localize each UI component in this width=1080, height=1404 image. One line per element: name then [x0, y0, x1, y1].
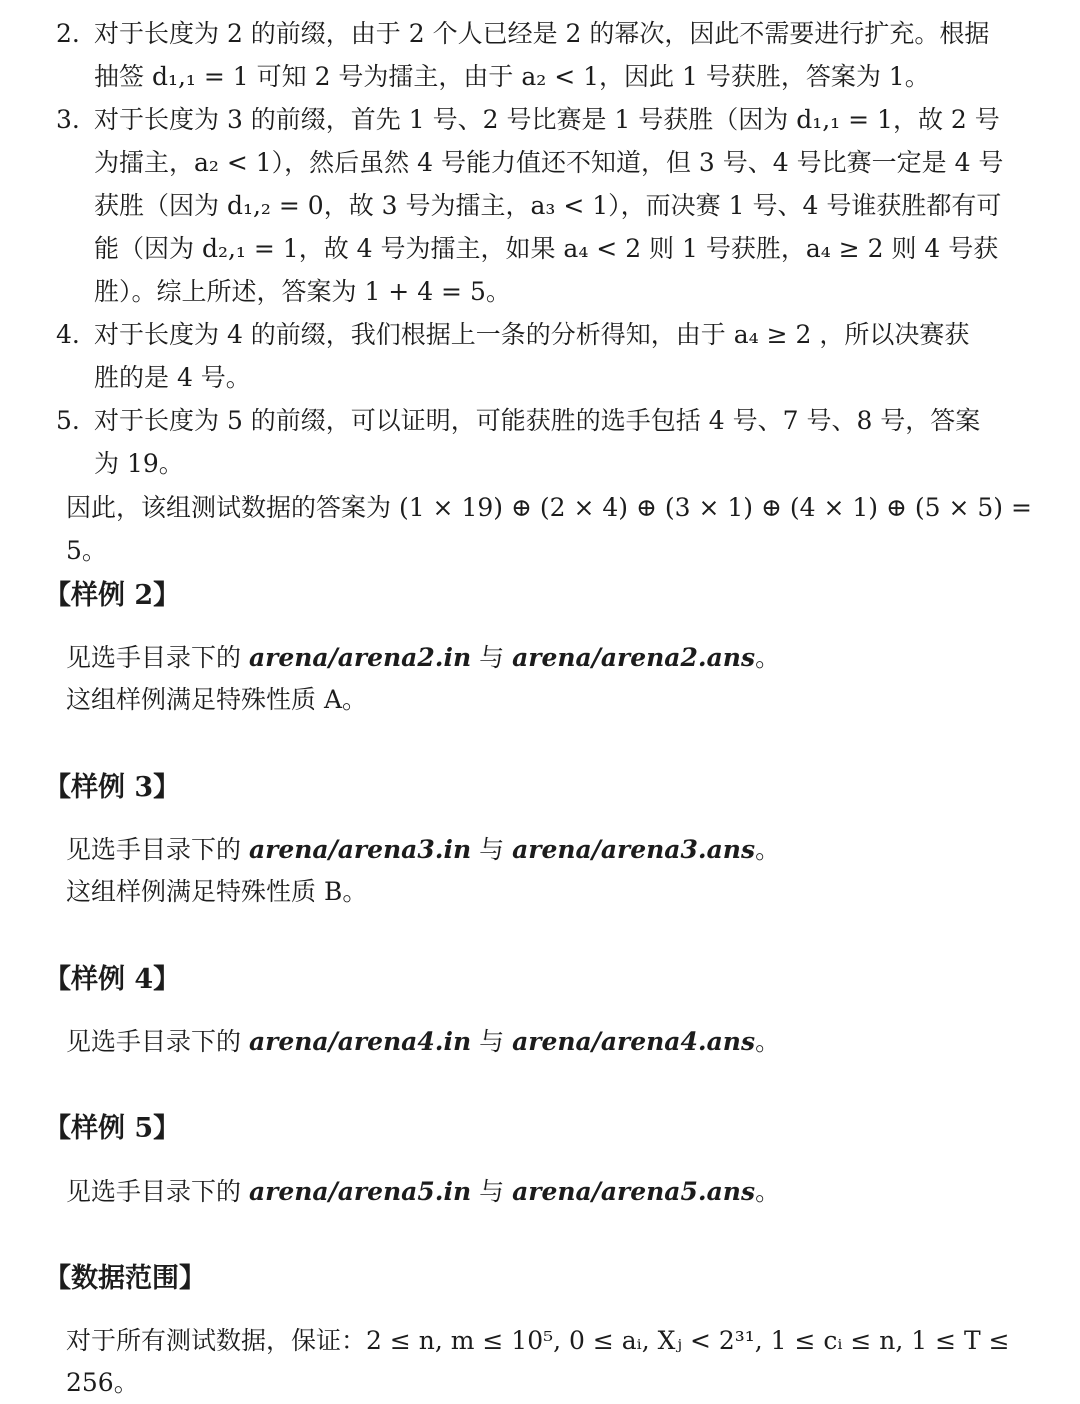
- sample-2-files: [66, 637, 1066, 679]
- list-text-line: 能（因为 d₂,₁ = 1，故 4 号为擂主，如果 a₄ < 2 则 1 号获胜，a₄ ≥ 2 则 4 号获: [94, 234, 999, 263]
- list-item-5: [56, 399, 1056, 485]
- sample-text: 。: [755, 835, 781, 864]
- answer-file-name: arena/arena4.ans: [512, 1027, 756, 1056]
- sample-5-files: [66, 1171, 1066, 1213]
- list-text-line: 对于长度为 5 的前缀，可以证明，可能获胜的选手包括 4 号、7 号、8 号，答案: [94, 406, 981, 435]
- section-heading-data-range: 【数据范围】: [44, 1263, 206, 1294]
- list-text-line: 抽签 d₁,₁ = 1 可知 2 号为擂主，由于 a₂ < 1，因此 1 号获胜，答案为 1。: [94, 62, 930, 91]
- input-file-name: arena/arena5.in: [248, 1177, 472, 1206]
- sample-2-note: 这组样例满足特殊性质 A。: [66, 685, 368, 714]
- sample-text: 见选手目录下的: [66, 1027, 249, 1056]
- input-file-name: arena/arena3.in: [248, 835, 472, 864]
- sample-4-files: [66, 1021, 1066, 1063]
- answer-file-name: arena/arena2.ans: [512, 643, 756, 672]
- list-item-3: [56, 98, 1056, 313]
- sample-text: 。: [755, 1027, 781, 1056]
- list-text-line: 对于长度为 3 的前缀，首先 1 号、2 号比赛是 1 号获胜（因为 d₁,₁ = 1，故 2 号: [94, 105, 1000, 134]
- section-heading-sample-5: 【样例 5】: [44, 1113, 181, 1144]
- list-number: 3.: [56, 105, 80, 134]
- sample-text: 见选手目录下的: [66, 1177, 249, 1206]
- sample-text: 。: [755, 1177, 781, 1206]
- sample-text: 见选手目录下的: [66, 643, 249, 672]
- answer-file-name: arena/arena5.ans: [512, 1177, 756, 1206]
- list-text-line: 获胜（因为 d₁,₂ = 0，故 3 号为擂主，a₃ < 1），而决赛 1 号、4 号谁获胜都有可: [94, 191, 1002, 220]
- list-number: 4.: [56, 320, 80, 349]
- list-number: 2.: [56, 19, 80, 48]
- input-file-name: arena/arena2.in: [248, 643, 472, 672]
- list-text-line: 胜的是 4 号。: [94, 363, 251, 392]
- data-range-text: 对于所有测试数据，保证：2 ≤ n, m ≤ 10⁵, 0 ≤ aᵢ, Xⱼ < 2³¹, 1 ≤ cᵢ ≤ n, 1 ≤ T ≤ 256。: [66, 1326, 1010, 1397]
- section-heading-sample-4: 【样例 4】: [44, 964, 181, 995]
- list-text-line: 对于长度为 4 的前缀，我们根据上一条的分析得知，由于 a₄ ≥ 2 ，所以决赛获: [94, 320, 970, 349]
- input-file-name: arena/arena4.in: [248, 1027, 472, 1056]
- sample-text: 与: [471, 1027, 513, 1056]
- sample-text: 见选手目录下的: [66, 835, 249, 864]
- list-text-line: 为 19。: [94, 449, 184, 478]
- sample-3-note: 这组样例满足特殊性质 B。: [66, 877, 368, 906]
- list-number: 5.: [56, 406, 80, 435]
- sample-text: 与: [471, 835, 513, 864]
- answer-summary: 因此，该组测试数据的答案为 (1 × 19) ⊕ (2 × 4) ⊕ (3 × 1) ⊕ (4 × 1) ⊕ (5 × 5) = 5。: [66, 493, 1032, 565]
- sample-text: 与: [471, 643, 513, 672]
- sample-text: 。: [755, 643, 781, 672]
- list-text-line: 胜）。综上所述，答案为 1 + 4 = 5。: [94, 277, 511, 306]
- list-item-4: [56, 313, 1056, 399]
- answer-file-name: arena/arena3.ans: [512, 835, 756, 864]
- section-heading-sample-2: 【样例 2】: [44, 580, 181, 611]
- list-item-2: [56, 12, 1056, 98]
- list-text-line: 对于长度为 2 的前缀，由于 2 个人已经是 2 的幂次，因此不需要进行扩充。根据: [94, 19, 990, 48]
- sample-3-files: [66, 829, 1066, 871]
- list-text-line: 为擂主，a₂ < 1），然后虽然 4 号能力值还不知道，但 3 号、4 号比赛一定是 4 号: [94, 148, 1004, 177]
- sample-text: 与: [471, 1177, 513, 1206]
- section-heading-sample-3: 【样例 3】: [44, 772, 181, 803]
